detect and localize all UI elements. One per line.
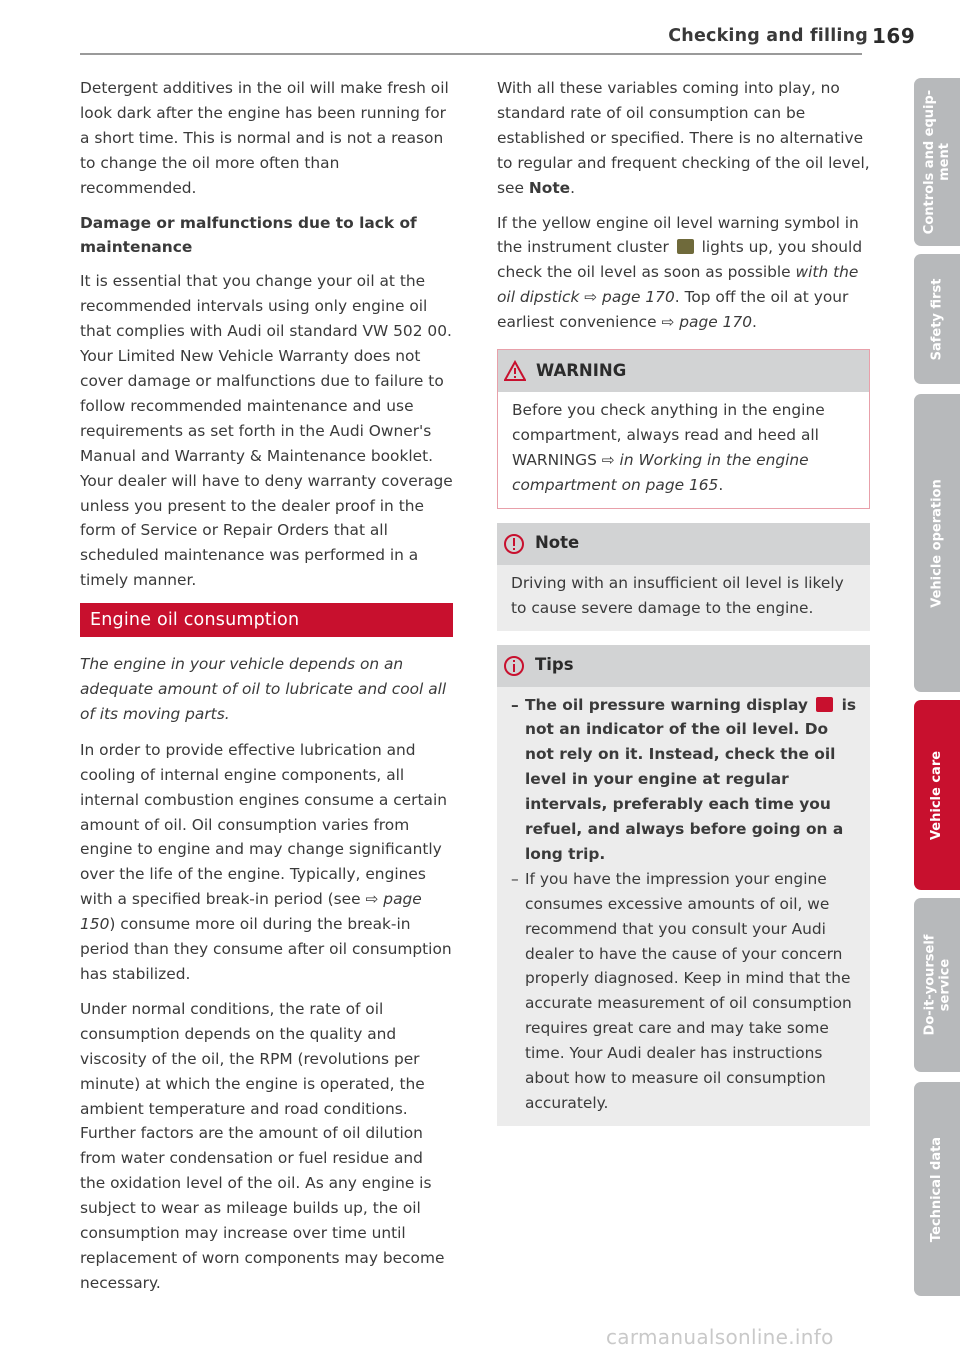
section-title-oil-consumption: Engine oil consumption [80, 603, 453, 637]
left-column [80, 76, 453, 1306]
note-box [497, 523, 870, 631]
tab-safety-first[interactable]: Safety first [914, 254, 960, 384]
watermark: carmanualsonline.info [606, 1325, 834, 1349]
oil-level-warning-paragraph: If the yellow engine oil level warning symbol in the instrument cluster lights up, you should check the oil level as soon as possible with the oil dipstick ⇨ page 170. Top off the oil at your earliest convenience ⇨ page 170. [497, 213, 863, 332]
warning-title: WARNING [536, 360, 627, 380]
oil-pressure-warning-icon [816, 697, 833, 712]
oil-consumption-paragraph-2: Under normal conditions, the rate of oil consumption depends on the quality and viscosity of the oil, the RPM (revolutions per minute) at which the engine is operated, the ambient temperature and road conditions. Further factors are the amount of oil dilution from water condensation or fuel residue and the oxidation level of the oil. As any engine is subject to wear as mileage builds up, the oil consumption may increase over time until replacement of worn components may become necessary. [80, 999, 445, 1292]
info-circle-icon [503, 655, 525, 677]
note-title: Note [535, 533, 580, 553]
subheading-maintenance: Damage or malfunctions due to lack of maintenance [80, 213, 417, 257]
side-section-tabs [914, 0, 960, 1361]
note-header [497, 523, 870, 565]
top-off-page-ref-link[interactable]: ⇨ page 170 [661, 313, 752, 332]
running-header-title: Checking and filling [668, 26, 868, 46]
warning-body: Before you check anything in the engine compartment, always read and heed all WARNINGS ⇨ in Working in the engine compartment on page 165. [512, 401, 825, 494]
tips-title: Tips [535, 655, 574, 675]
dipstick-page-ref-link[interactable]: with the oil dipstick ⇨ page 170 [497, 263, 859, 307]
tips-header [497, 645, 870, 687]
tab-technical-data[interactable]: Technical data [914, 1082, 960, 1296]
note-reference: Note [528, 178, 571, 197]
warning-triangle-icon [504, 360, 526, 382]
page-number: 169 [872, 24, 916, 48]
oil-consumption-paragraph-1: In order to provide effective lubrication and cooling of internal engine components, all internal combustion engines consume a certain amount of oil. Oil consumption varies from engine to engine and may change significantly over the life of the engine. Typically, engines with a specified break-in period (see ⇨ page 150) consume more oil during the break-in period than they consume after oil consumption has stabilized. [80, 740, 452, 983]
tab-do-it-yourself-service[interactable]: Do-it-yourself service [914, 898, 960, 1072]
caution-circle-icon [503, 533, 525, 555]
tips-item: – If you have the impression your engine consumes excessive amounts of oil, we recommend that you consult your Audi dealer to have the cause of your concern properly diagnosed. Keep in mind that the accurate measurement of oil consumption requires great care and may take some time. Your Audi dealer has instructions about how to measure oil consumption accurately. [511, 867, 858, 1116]
tab-vehicle-care[interactable]: Vehicle care [914, 700, 960, 890]
intro-paragraph: Detergent additives in the oil will make fresh oil look dark after the engine has been running for a short time. This is normal and is not a reason to change the oil more often than recommended. [80, 79, 449, 197]
warning-header [498, 350, 869, 392]
oil-level-warning-icon [677, 239, 694, 254]
variables-paragraph: With all these variables coming into play, no standard rate of oil consumption can be established or specified. There is no alternative to regular and frequent checking of the oil level, see Note. [497, 79, 870, 197]
note-body: Driving with an insufficient oil level is likely to cause severe damage to the engine. [497, 565, 870, 631]
page-ref-link[interactable]: ⇨ page 150 [80, 890, 422, 934]
maintenance-paragraph: It is essential that you change your oil at the recommended intervals using only engine oil that complies with Audi oil standard VW 502 00. Your Limited New Vehicle Warranty does not cover damage or malfunctions due to failure to follow recommended maintenance and use requirements as set forth in the Audi Owner's Manual and Warranty & Maintenance booklet. Your dealer will have to deny warranty coverage unless you present to the dealer proof in the form of Service or Repair Orders that all scheduled maintenance was performed in a timely manner. [80, 272, 453, 590]
tab-controls-and-equipment[interactable]: Controls and equip- ment [914, 78, 960, 246]
warning-page-ref-link[interactable]: in Working in the engine compartment on page 165 [512, 450, 809, 494]
tab-vehicle-operation[interactable]: Vehicle operation [914, 394, 960, 692]
header-rule [80, 53, 862, 55]
right-column [497, 76, 870, 1126]
tips-body [497, 687, 870, 1126]
tips-box [497, 645, 870, 1126]
tips-item: – The oil pressure warning display is not an indicator of the oil level. Do not rely on it. Instead, check the oil level in your engine at regular intervals, preferably each time you refuel, and always before going on a long trip. [511, 693, 858, 867]
section-lead: The engine in your vehicle depends on an adequate amount of oil to lubricate and cool all of its moving parts. [80, 655, 447, 723]
warning-box [497, 349, 870, 509]
